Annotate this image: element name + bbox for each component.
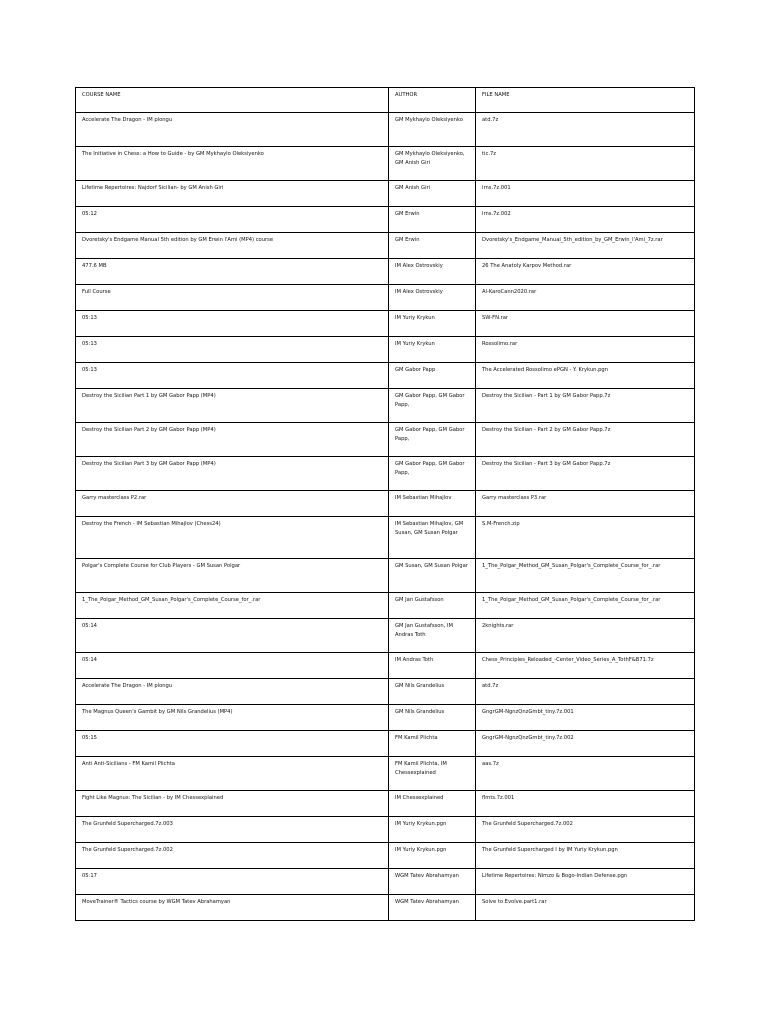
cell-file-name: Chess_Principles_Reloaded_-Center_Video_Series_A_TothF&B71.7z xyxy=(476,653,695,679)
cell-author: GM Erwin xyxy=(389,207,476,233)
cell-course-name: Destroy the Sicilian Part 3 by GM Gabor Papp (MP4) xyxy=(76,457,389,491)
table-row xyxy=(76,895,695,921)
cell-file-name: Destroy the Sicilian - Part 3 by GM Gabor Papp.7z xyxy=(476,457,695,491)
table-row xyxy=(76,653,695,679)
table-body xyxy=(76,113,695,921)
cell-file-name: GngrGM-NgnzQnzGmbt_tiny.7z.002 xyxy=(476,731,695,757)
table-row xyxy=(76,113,695,147)
cell-file-name: The Grunfeld Supercharged I by IM Yuriy Krykun.pgn xyxy=(476,843,695,869)
cell-author: IM Sebastian Mihajlov xyxy=(389,491,476,517)
cell-course-name: The Grunfeld Supercharged.7z.002 xyxy=(76,843,389,869)
cell-course-name: Accelerate The Dragon - IM plongu xyxy=(76,113,389,147)
cell-course-name: 05:15 xyxy=(76,731,389,757)
cell-file-name: Lifetime Repertoires: Nimzo & Bogo-Indian Defense.pgn xyxy=(476,869,695,895)
cell-course-name: Destroy the Sicilian Part 2 by GM Gabor Papp (MP4) xyxy=(76,423,389,457)
cell-file-name: S.M-French.zip xyxy=(476,517,695,559)
cell-course-name: 05:14 xyxy=(76,653,389,679)
cell-file-name: SW-FN.rar xyxy=(476,311,695,337)
table-row xyxy=(76,791,695,817)
table-row xyxy=(76,593,695,619)
cell-file-name: Garry masterclass P3.rar xyxy=(476,491,695,517)
table-row xyxy=(76,423,695,457)
cell-author: GM Susan, GM Susan Polgar xyxy=(389,559,476,593)
cell-file-name: 2knights.rar xyxy=(476,619,695,653)
cell-author: GM Nils Grandelius xyxy=(389,679,476,705)
cell-course-name: Anti Anti-Sicilians - FM Kamil Plichta xyxy=(76,757,389,791)
cell-author: IM Alex Ostrovskiy xyxy=(389,259,476,285)
cell-file-name: flmts.7z.001 xyxy=(476,791,695,817)
cell-course-name: Destroy the French - IM Sebastian Mihajlov (Chess24) xyxy=(76,517,389,559)
cell-author: GM Gabor Papp, GM Gabor Papp, xyxy=(389,389,476,423)
cell-course-name: Polgar's Complete Course for Club Players - GM Susan Polgar xyxy=(76,559,389,593)
cell-course-name: 05:13 xyxy=(76,311,389,337)
table-row xyxy=(76,259,695,285)
table-row xyxy=(76,731,695,757)
cell-author: GM Nils Grandelius xyxy=(389,705,476,731)
cell-course-name: The Magnus Queen's Gambit by GM Nils Grandelius (MP4) xyxy=(76,705,389,731)
cell-author: GM Jan Gustafsson xyxy=(389,593,476,619)
cell-author: IM Sebastian Mihajlov, GM Susan, GM Susan Polgar xyxy=(389,517,476,559)
cell-file-name: aas.7z xyxy=(476,757,695,791)
table-row xyxy=(76,337,695,363)
table-row xyxy=(76,181,695,207)
table-row xyxy=(76,147,695,181)
cell-file-name: 1_The_Polgar_Method_GM_Susan_Polgar's_Complete_Course_for_.rar xyxy=(476,559,695,593)
cell-file-name: The Grunfeld Supercharged.7z.002 xyxy=(476,817,695,843)
cell-file-name: Solve to Evolve.part1.rar xyxy=(476,895,695,921)
table-row xyxy=(76,457,695,491)
cell-file-name: Destroy the Sicilian - Part 1 by GM Gabor Papp.7z xyxy=(476,389,695,423)
table-row xyxy=(76,705,695,731)
cell-author: GM Jan Gustafsson, IM Andras Toth xyxy=(389,619,476,653)
cell-course-name: 1_The_Polgar_Method_GM_Susan_Polgar's_Complete_Course_for_.rar xyxy=(76,593,389,619)
cell-course-name: Lifetime Repertoires: Najdorf Sicilian- by GM Anish Giri xyxy=(76,181,389,207)
cell-file-name: 26 The Anatoly Karpov Method.rar xyxy=(476,259,695,285)
cell-author: GM Erwin xyxy=(389,233,476,259)
table-row xyxy=(76,285,695,311)
cell-course-name: Accelerate The Dragon - IM plongu xyxy=(76,679,389,705)
cell-author: GM Anish Giri xyxy=(389,181,476,207)
table-row xyxy=(76,517,695,559)
cell-file-name: The Accelerated Rossolimo ePGN - Y. Krykun.pgn xyxy=(476,363,695,389)
cell-author: IM Alex Ostrovskiy xyxy=(389,285,476,311)
table-row xyxy=(76,207,695,233)
cell-author: WGM Tatev Abrahamyan xyxy=(389,869,476,895)
cell-author: GM Gabor Papp, GM Gabor Papp, xyxy=(389,423,476,457)
cell-file-name: Rossolimo.rar xyxy=(476,337,695,363)
table-row xyxy=(76,311,695,337)
cell-course-name: MoveTrainer® Tactics course by WGM Tatev Abrahamyan xyxy=(76,895,389,921)
table-row xyxy=(76,619,695,653)
cell-course-name: Dvoretsky's Endgame Manual 5th edition by GM Erwin l'Ami (MP4) course xyxy=(76,233,389,259)
table-row xyxy=(76,363,695,389)
cell-course-name: 477.6 MB xyxy=(76,259,389,285)
table-row xyxy=(76,559,695,593)
cell-course-name: 05:14 xyxy=(76,619,389,653)
table-row xyxy=(76,491,695,517)
cell-file-name: atd.7z xyxy=(476,113,695,147)
cell-author: FM Kamil Plichta xyxy=(389,731,476,757)
cell-file-name: Destroy the Sicilian - Part 2 by GM Gabor Papp.7z xyxy=(476,423,695,457)
cell-file-name: Dvoretsky's_Endgame_Manual_5th_edition_by_GM_Erwin_l'Ami_7z.rar xyxy=(476,233,695,259)
table-row xyxy=(76,389,695,423)
cell-course-name: Fight Like Magnus: The Sicilian - by IM Chessexplained xyxy=(76,791,389,817)
cell-file-name: tic.7z xyxy=(476,147,695,181)
cell-author: IM Andras Toth xyxy=(389,653,476,679)
table-row xyxy=(76,817,695,843)
course-table xyxy=(75,87,695,921)
cell-author: GM Gabor Papp, GM Gabor Papp, xyxy=(389,457,476,491)
cell-author: GM Mykhaylo Oleksiyenko xyxy=(389,113,476,147)
table-row xyxy=(76,869,695,895)
cell-course-name: Full Course xyxy=(76,285,389,311)
cell-author: IM Yuriy Krykun xyxy=(389,337,476,363)
table-row xyxy=(76,757,695,791)
cell-author: IM Chessexplained xyxy=(389,791,476,817)
header-course-name: COURSE NAME xyxy=(76,88,389,113)
table-row xyxy=(76,233,695,259)
cell-course-name: 05:12 xyxy=(76,207,389,233)
cell-author: GM Mykhaylo Oleksiyenko, GM Anish Giri xyxy=(389,147,476,181)
cell-file-name: Al-KaroCann2020.rar xyxy=(476,285,695,311)
table-header-row xyxy=(76,88,695,113)
cell-course-name: Garry masterclass P2.rar xyxy=(76,491,389,517)
cell-course-name: 05:17 xyxy=(76,869,389,895)
cell-author: IM Yuriy Krykun.pgn xyxy=(389,817,476,843)
cell-course-name: Destroy the Sicilian Part 1 by GM Gabor Papp (MP4) xyxy=(76,389,389,423)
cell-author: WGM Tatev Abrahamyan xyxy=(389,895,476,921)
table-row xyxy=(76,679,695,705)
cell-course-name: 05:13 xyxy=(76,363,389,389)
cell-author: IM Yuriy Krykun.pgn xyxy=(389,843,476,869)
cell-course-name: The Grunfeld Supercharged.7z.003 xyxy=(76,817,389,843)
cell-course-name: 05:13 xyxy=(76,337,389,363)
cell-file-name: lrns.7z.001 xyxy=(476,181,695,207)
cell-author: GM Gabor Papp xyxy=(389,363,476,389)
cell-file-name: GngrGM-NgnzQnzGmbt_tiny.7z.001 xyxy=(476,705,695,731)
cell-author: IM Yuriy Krykun xyxy=(389,311,476,337)
cell-author: FM Kamil Plichta, IM Chessexplained xyxy=(389,757,476,791)
header-author: AUTHOR xyxy=(389,88,476,113)
cell-file-name: 1_The_Polgar_Method_GM_Susan_Polgar's_Complete_Course_for_.rar xyxy=(476,593,695,619)
table-row xyxy=(76,843,695,869)
cell-file-name: atd.7z xyxy=(476,679,695,705)
header-file-name: FILE NAME xyxy=(476,88,695,113)
cell-file-name: lrns.7z.002 xyxy=(476,207,695,233)
cell-course-name: The Initiative in Chess: a How to Guide - by GM Mykhaylo Oleksiyenko xyxy=(76,147,389,181)
